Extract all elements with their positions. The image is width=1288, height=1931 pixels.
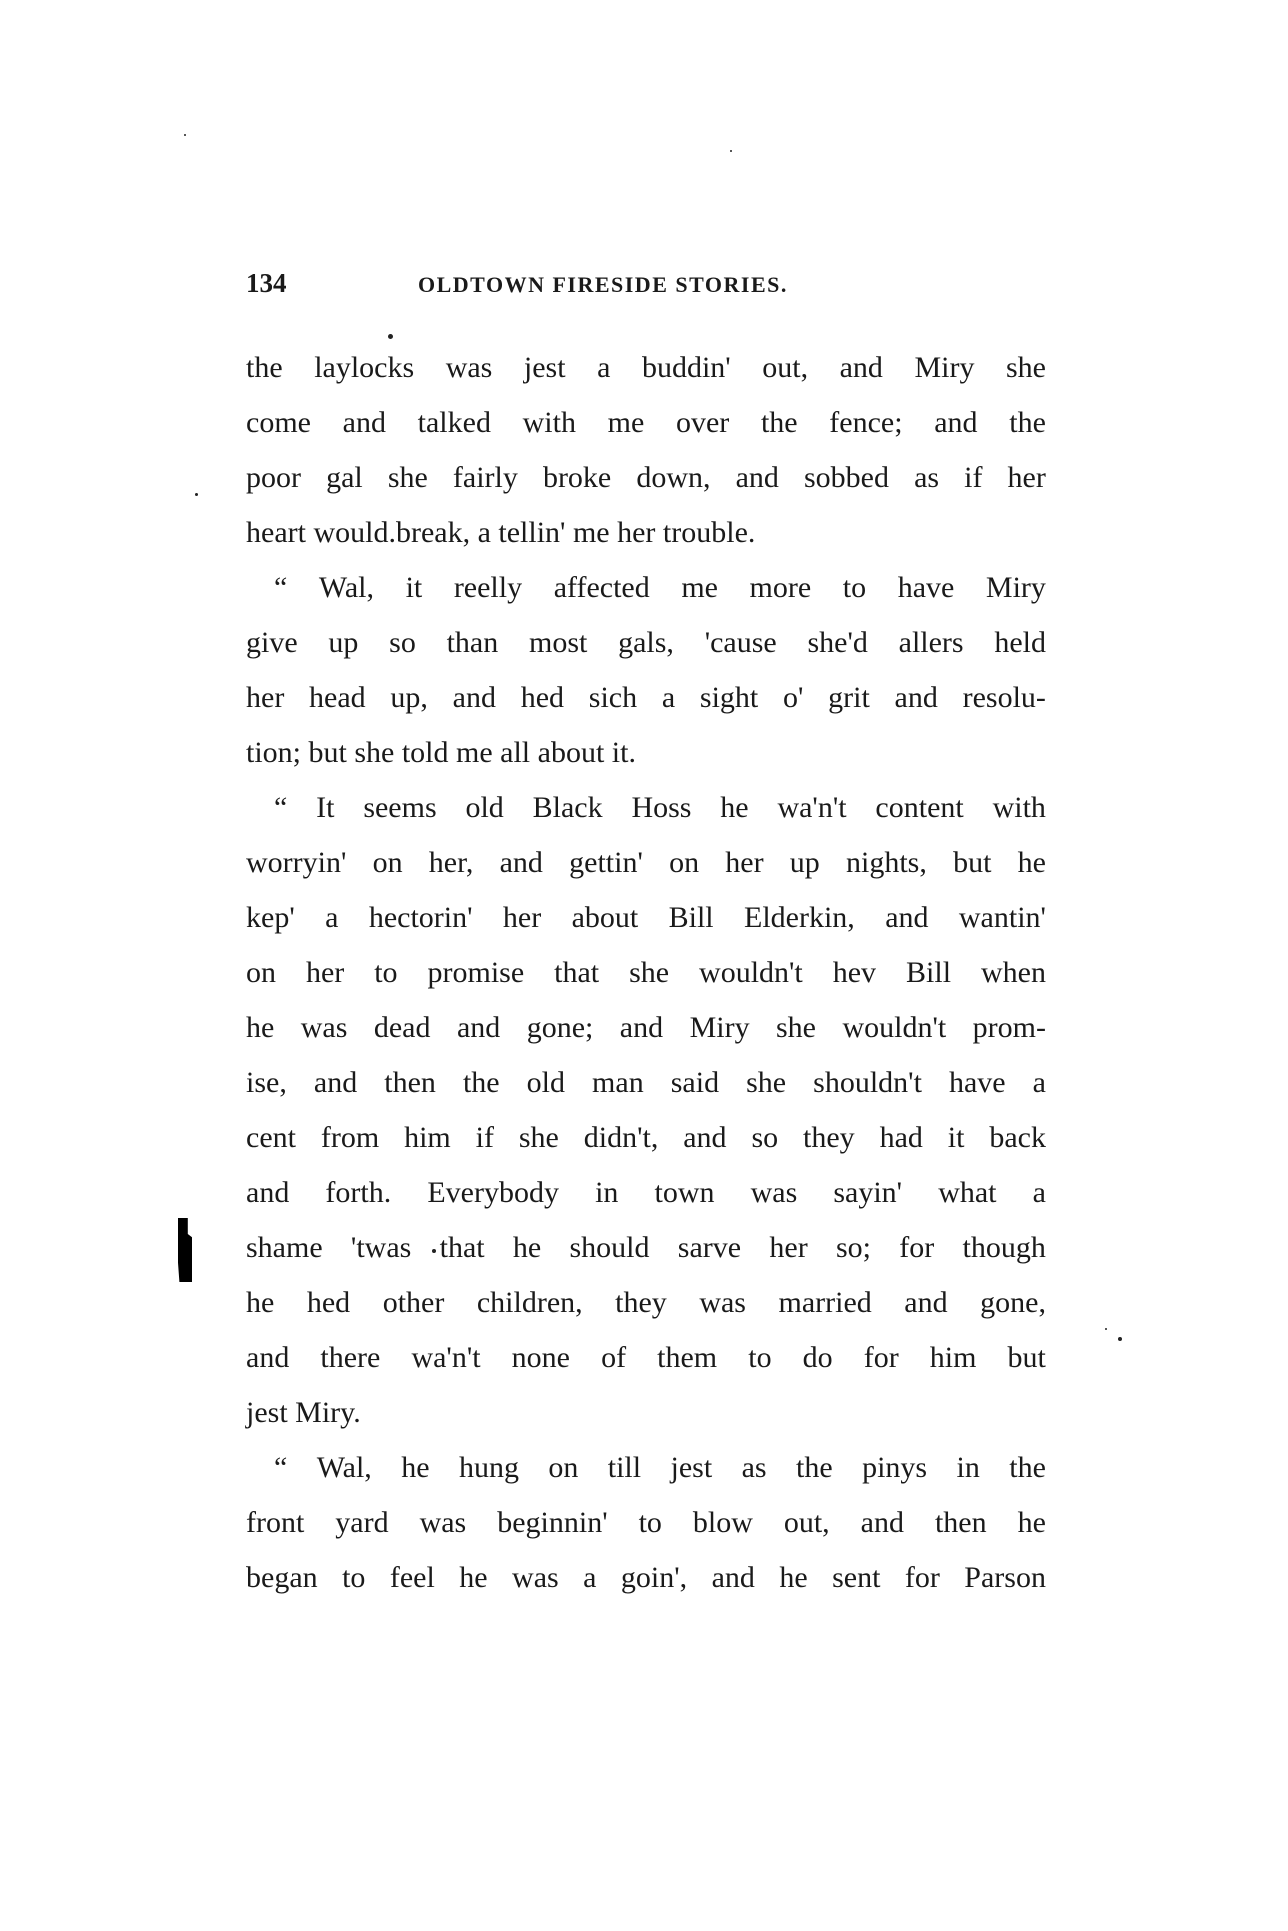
text-line xyxy=(246,1440,1046,1495)
word: that xyxy=(554,956,600,989)
text-line xyxy=(246,945,1046,1000)
word: “ xyxy=(274,571,288,604)
word: jest xyxy=(670,1451,713,1484)
word: front xyxy=(246,1506,305,1539)
word: was xyxy=(699,1286,746,1319)
word: more xyxy=(749,571,812,604)
word: and xyxy=(735,461,779,494)
word: children, xyxy=(476,1286,583,1319)
word: was xyxy=(300,1011,348,1044)
word: so; xyxy=(835,1231,871,1264)
word: had xyxy=(879,1121,923,1154)
word: out, xyxy=(762,351,809,384)
text-line xyxy=(246,725,1046,780)
word: to xyxy=(748,1341,772,1374)
text-line xyxy=(246,560,1046,615)
word: affected xyxy=(553,571,650,604)
word: buddin' xyxy=(641,351,731,384)
word: back xyxy=(989,1121,1046,1154)
scan-speck xyxy=(195,493,198,496)
word: feel xyxy=(389,1561,435,1594)
word: 'twas xyxy=(350,1231,412,1264)
word: him xyxy=(929,1341,977,1374)
word: and xyxy=(342,406,386,439)
word: Everybody xyxy=(427,1176,559,1209)
word: wantin' xyxy=(958,901,1046,934)
word: and xyxy=(452,681,496,714)
word: he xyxy=(246,1286,275,1319)
word: promise xyxy=(427,956,525,989)
text-line xyxy=(246,1385,1046,1440)
word: a xyxy=(325,901,339,934)
word: old xyxy=(526,1066,565,1099)
word: other xyxy=(382,1286,445,1319)
word: blow xyxy=(692,1506,753,1539)
word: up, xyxy=(390,681,428,714)
word: nights, xyxy=(846,846,927,879)
word: forth. xyxy=(325,1176,392,1209)
word: poor xyxy=(246,461,301,494)
word: he xyxy=(1017,846,1046,879)
text-line xyxy=(246,1275,1046,1330)
word: and xyxy=(839,351,883,384)
text-line xyxy=(246,780,1046,835)
word: the xyxy=(760,406,798,439)
word: Parson xyxy=(964,1561,1046,1594)
word: have xyxy=(948,1066,1006,1099)
scan-speck xyxy=(1118,1337,1122,1341)
word: hed xyxy=(520,681,565,714)
word: and xyxy=(683,1121,727,1154)
word: 'cause xyxy=(704,626,777,659)
page-header xyxy=(246,268,1046,308)
word: she xyxy=(1006,351,1046,384)
word: married xyxy=(778,1286,872,1319)
word: fairly xyxy=(452,461,518,494)
text-line-content: heart would.break, a tellin' me her trouble. xyxy=(246,516,756,549)
word: laylocks xyxy=(314,351,415,384)
word: goin', xyxy=(620,1561,688,1594)
word: “ xyxy=(274,1451,288,1484)
text-line xyxy=(246,1330,1046,1385)
word: and xyxy=(894,681,938,714)
word: down, xyxy=(636,461,711,494)
word: she xyxy=(629,956,670,989)
text-line xyxy=(246,1495,1046,1550)
word: for xyxy=(863,1341,899,1374)
word: a xyxy=(583,1561,597,1594)
word: town xyxy=(654,1176,715,1209)
word: it xyxy=(947,1121,965,1154)
word: sayin' xyxy=(833,1176,903,1209)
word: so xyxy=(751,1121,779,1154)
word: her xyxy=(725,846,764,879)
word: it xyxy=(405,571,423,604)
word: and xyxy=(246,1176,290,1209)
word: over xyxy=(675,406,730,439)
word: if xyxy=(964,461,983,494)
word: the xyxy=(796,1451,833,1484)
word: beginnin' xyxy=(497,1506,608,1539)
text-line xyxy=(246,890,1046,945)
word: cent xyxy=(246,1121,296,1154)
text-line xyxy=(246,340,1046,395)
word: as xyxy=(741,1451,767,1484)
word: give xyxy=(246,626,298,659)
word: them xyxy=(657,1341,718,1374)
word: Wal, xyxy=(316,1451,372,1484)
word: reelly xyxy=(453,571,523,604)
word: up xyxy=(789,846,820,879)
word: till xyxy=(607,1451,642,1484)
word: and xyxy=(860,1506,904,1539)
word: she xyxy=(387,461,428,494)
text-line-content: jest Miry. xyxy=(246,1396,361,1429)
word: though xyxy=(962,1231,1046,1264)
word: for xyxy=(904,1561,940,1594)
page-edge-mark xyxy=(178,1218,192,1282)
word: gal xyxy=(326,461,363,494)
word: jest xyxy=(523,351,566,384)
word: grit xyxy=(828,681,870,714)
word: Bill xyxy=(906,956,952,989)
scan-speck xyxy=(730,150,732,152)
word: and xyxy=(456,1011,501,1044)
word: gettin' xyxy=(569,846,643,879)
word: to xyxy=(638,1506,662,1539)
word: he xyxy=(720,791,749,824)
word: worryin' xyxy=(246,846,347,879)
word: hectorin' xyxy=(368,901,473,934)
word: her xyxy=(769,1231,808,1264)
word: shouldn't xyxy=(813,1066,922,1099)
word: on xyxy=(669,846,700,879)
word: was xyxy=(750,1176,798,1209)
word: she'd xyxy=(807,626,868,659)
text-line xyxy=(246,395,1046,450)
word: but xyxy=(953,846,992,879)
word: but xyxy=(1007,1341,1046,1374)
word: to xyxy=(842,571,867,604)
word: there xyxy=(320,1341,381,1374)
word: and xyxy=(934,406,978,439)
word: he xyxy=(1017,1506,1046,1539)
word: so xyxy=(389,626,416,659)
word: none xyxy=(511,1341,570,1374)
word: a xyxy=(597,351,611,384)
word: he xyxy=(459,1561,488,1594)
word: sight xyxy=(699,681,759,714)
scan-speck xyxy=(184,134,186,136)
word: wouldn't xyxy=(842,1011,947,1044)
word: man xyxy=(592,1066,644,1099)
word: come xyxy=(246,406,311,439)
word: the xyxy=(462,1066,500,1099)
word: the xyxy=(1009,406,1046,439)
body-text xyxy=(246,340,1046,1605)
word: Hoss xyxy=(631,791,692,824)
word: to xyxy=(374,956,398,989)
scan-speck xyxy=(432,1249,436,1253)
text-line xyxy=(246,1220,1046,1275)
word: have xyxy=(897,571,955,604)
word: and xyxy=(313,1066,358,1099)
word: was xyxy=(512,1561,559,1594)
word: held xyxy=(994,626,1046,659)
word: they xyxy=(803,1121,855,1154)
word: Bill xyxy=(668,901,714,934)
text-line xyxy=(246,670,1046,725)
word: Miry xyxy=(689,1011,750,1044)
text-line xyxy=(246,1165,1046,1220)
text-line xyxy=(246,835,1046,890)
word: her xyxy=(502,901,542,934)
word: she xyxy=(776,1011,816,1044)
text-line xyxy=(246,1110,1046,1165)
word: Black xyxy=(532,791,603,824)
word: than xyxy=(446,626,499,659)
word: with xyxy=(992,791,1046,824)
word: her xyxy=(305,956,345,989)
word: sent xyxy=(832,1561,881,1594)
word: he xyxy=(246,1011,275,1044)
word: a xyxy=(1032,1176,1046,1209)
word: him xyxy=(404,1121,451,1154)
word: wa'n't xyxy=(777,791,847,824)
word: was xyxy=(419,1506,467,1539)
word: ise, xyxy=(246,1066,287,1099)
word: most xyxy=(529,626,588,659)
word: content xyxy=(875,791,964,824)
word: talked xyxy=(417,406,491,439)
word: resolu- xyxy=(962,681,1046,714)
word: prom- xyxy=(972,1011,1046,1044)
word: he xyxy=(401,1451,430,1484)
word: from xyxy=(320,1121,380,1154)
word: me xyxy=(681,571,718,604)
word: dead xyxy=(373,1011,431,1044)
word: up xyxy=(328,626,359,659)
text-line xyxy=(246,1000,1046,1055)
word: and xyxy=(619,1011,664,1044)
word: her, xyxy=(428,846,474,879)
word: when xyxy=(980,956,1046,989)
word: hev xyxy=(832,956,877,989)
word: she xyxy=(518,1121,559,1154)
word: if xyxy=(475,1121,494,1154)
word: should xyxy=(569,1231,650,1264)
word: he xyxy=(512,1231,542,1264)
word: said xyxy=(670,1066,720,1099)
text-line xyxy=(246,1055,1046,1110)
word: on xyxy=(246,956,276,989)
word: Wal, xyxy=(318,571,374,604)
word: wouldn't xyxy=(699,956,803,989)
word: allers xyxy=(898,626,964,659)
word: Miry xyxy=(985,571,1046,604)
word: then xyxy=(934,1506,987,1539)
text-line xyxy=(246,505,1046,560)
word: as xyxy=(914,461,940,494)
word: then xyxy=(384,1066,436,1099)
scan-speck xyxy=(388,334,393,339)
word: broke xyxy=(542,461,612,494)
word: sobbed xyxy=(803,461,889,494)
word: to xyxy=(342,1561,366,1594)
word: hung xyxy=(458,1451,519,1484)
word: gals, xyxy=(618,626,674,659)
word: Elderkin, xyxy=(744,901,855,934)
word: sich xyxy=(588,681,638,714)
word: and xyxy=(885,901,929,934)
word: her xyxy=(246,681,285,714)
word: was xyxy=(445,351,493,384)
text-line xyxy=(246,615,1046,670)
text-line-content: tion; but she told me all about it. xyxy=(246,736,636,769)
text-line xyxy=(246,450,1046,505)
word: pinys xyxy=(862,1451,928,1484)
word: on xyxy=(548,1451,579,1484)
word: he xyxy=(779,1561,808,1594)
word: she xyxy=(746,1066,787,1099)
page-number: 134 xyxy=(246,268,287,298)
word: kep' xyxy=(246,901,295,934)
word: gone, xyxy=(980,1286,1046,1319)
word: they xyxy=(615,1286,667,1319)
word: gone; xyxy=(526,1011,594,1044)
word: shame xyxy=(246,1231,323,1264)
word: in xyxy=(595,1176,619,1209)
word: and xyxy=(711,1561,755,1594)
word: and xyxy=(904,1286,948,1319)
word: It xyxy=(316,791,335,824)
word: of xyxy=(601,1341,627,1374)
word: with xyxy=(522,406,576,439)
word: out, xyxy=(783,1506,830,1539)
word: and xyxy=(499,846,543,879)
running-title: OLDTOWN FIRESIDE STORIES. xyxy=(418,272,788,297)
word: her xyxy=(1007,461,1046,494)
word: wa'n't xyxy=(411,1341,481,1374)
word: in xyxy=(956,1451,980,1484)
word: on xyxy=(372,846,403,879)
scan-speck xyxy=(1105,1328,1107,1330)
word: didn't, xyxy=(583,1121,659,1154)
word: me xyxy=(607,406,645,439)
word: the xyxy=(1009,1451,1046,1484)
word: old xyxy=(465,791,504,824)
word: o' xyxy=(783,681,804,714)
word: that xyxy=(439,1231,485,1264)
word: the xyxy=(246,351,283,384)
word: seems xyxy=(363,791,437,824)
text-line xyxy=(246,1550,1046,1605)
word: about xyxy=(571,901,639,934)
word: sarve xyxy=(677,1231,742,1264)
word: a xyxy=(661,681,676,714)
word: a xyxy=(1032,1066,1046,1099)
word: fence; xyxy=(829,406,903,439)
word: do xyxy=(802,1341,833,1374)
word: and xyxy=(246,1341,290,1374)
word: Miry xyxy=(914,351,975,384)
word: what xyxy=(938,1176,997,1209)
word: hed xyxy=(306,1286,351,1319)
word: “ xyxy=(274,791,288,824)
word: for xyxy=(899,1231,935,1264)
word: head xyxy=(309,681,366,714)
word: began xyxy=(246,1561,318,1594)
word: yard xyxy=(335,1506,389,1539)
